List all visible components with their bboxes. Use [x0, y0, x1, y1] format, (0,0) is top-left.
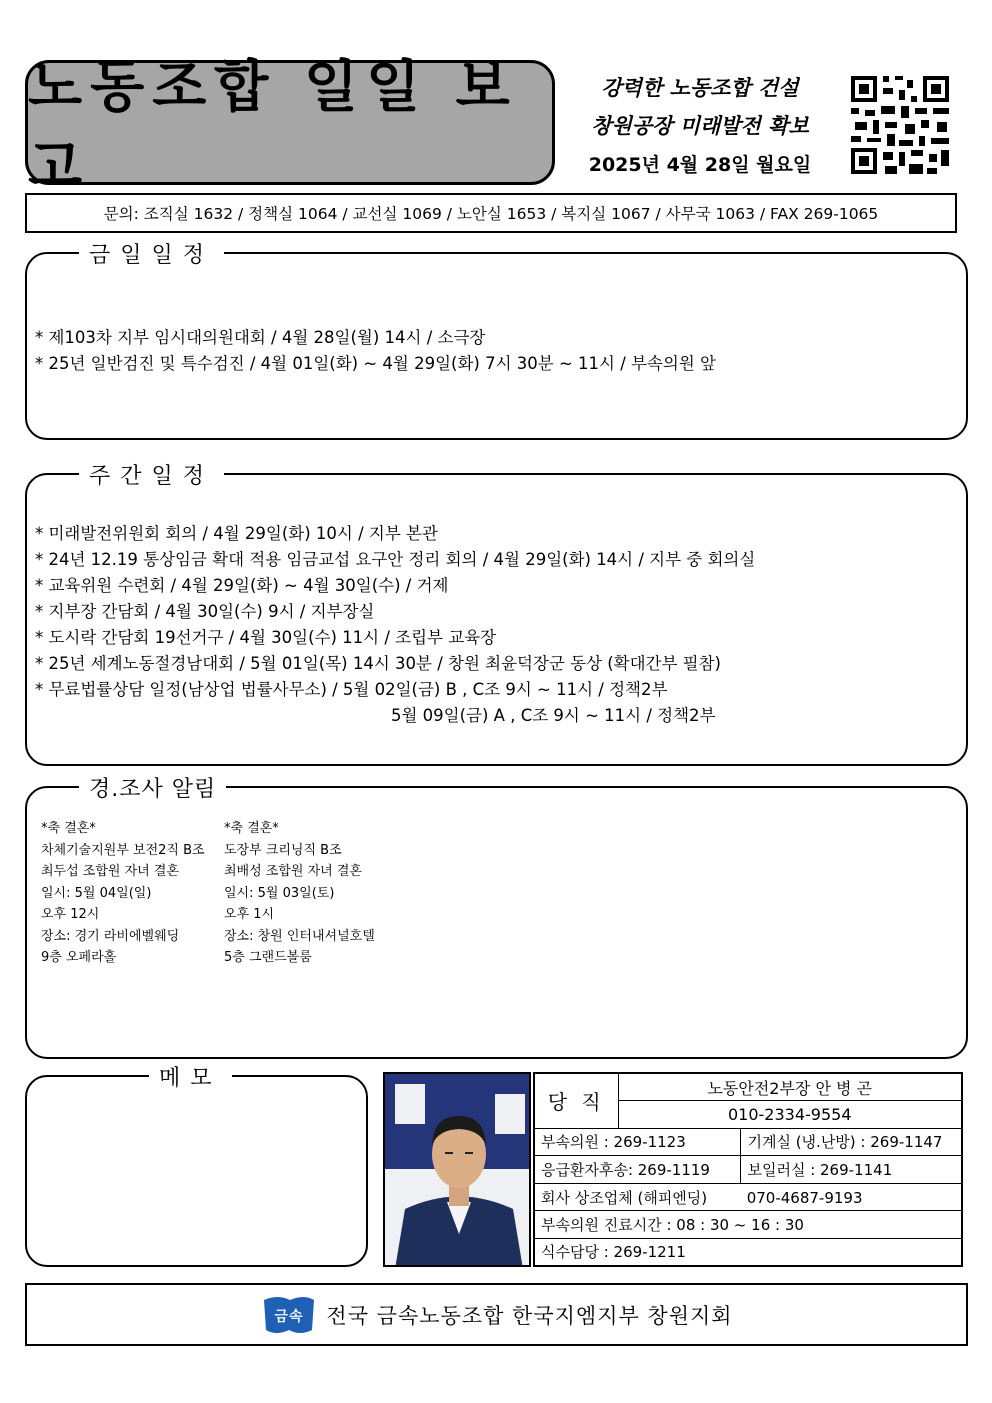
event-text: 장소: 경기 라비에벨웨딩: [41, 928, 180, 944]
event-text: 일시: 5월 04일(일): [41, 885, 152, 901]
clinic-phone: 부속의원 : 269-1123: [534, 1128, 741, 1156]
duty-label: 당 직: [534, 1073, 618, 1128]
event-notice-2: [224, 818, 375, 969]
duty-officer-photo: [383, 1072, 531, 1267]
svg-text:금속: 금속: [274, 1308, 304, 1325]
memo-panel: [25, 1066, 368, 1267]
event-text: 장소: 창원 인터내셔널호텔: [224, 928, 375, 944]
event-text: 최두섭 조합원 자녀 결혼: [41, 864, 179, 879]
today-item: * 25년 일반검진 및 특수검진 / 4월 01일(화) ~ 4월 29일(화) 7시 30분 ~ 11시 / 부속의원 앞: [35, 354, 716, 373]
event-notice-1: [41, 818, 205, 969]
funeral-label: 회사 상조업체 (해피엔딩): [541, 1188, 708, 1207]
clinic-hours: 부속의원 진료시간 : 08 : 30 ~ 16 : 30: [534, 1211, 962, 1239]
meals-contact: 식수담당 : 269-1211: [534, 1238, 962, 1266]
contact-bar: [25, 193, 957, 233]
weekly-item: * 교육위원 수련회 / 4월 29일(화) ~ 4월 30일(수) / 거제: [35, 576, 449, 595]
machine-room-phone: 기계실 (냉.난방) : 269-1147: [741, 1128, 962, 1156]
event-text: 오후 12시: [41, 907, 100, 922]
weekly-schedule-title: 주간일정: [79, 459, 224, 490]
event-text: 5층 그랜드볼룸: [224, 950, 312, 965]
org-name: 전국 금속노동조합 한국지엠지부 창원지회: [326, 1303, 733, 1328]
funeral-phone: 070-4687-9193: [746, 1188, 863, 1207]
report-date: 2025년 4월 28일 월요일: [588, 154, 812, 176]
page-title: 노동조합 일일 보고: [28, 54, 518, 200]
weekly-item: 5월 09일(금) A , C조 9시 ~ 11시 / 정책2부: [391, 706, 716, 725]
today-schedule-panel: [25, 243, 968, 440]
emergency-phone: 응급환자후송: 269-1119: [534, 1156, 741, 1184]
duty-officer-name: 노동안전2부장 안 병 곤: [618, 1073, 962, 1101]
funeral-service: [534, 1183, 962, 1211]
weekly-item: * 무료법률상담 일정(남상업 법률사무소) / 5월 02일(금) B , C조 9시 ~ 11시 / 정책2부: [35, 680, 668, 699]
event-text: 최배성 조합원 자녀 결혼: [224, 864, 362, 879]
footer: [25, 1283, 968, 1346]
weekly-item: * 미래발전위원회 회의 / 4월 29일(화) 10시 / 지부 본관: [35, 524, 438, 543]
weekly-item: * 24년 12.19 통상임금 확대 적용 임금교섭 요구안 정리 회의 / 4월 29일(화) 14시 / 지부 중 회의실: [35, 550, 756, 569]
slogan-line-1: 강력한 노동조합 건설: [601, 76, 799, 100]
weekly-item: * 도시락 간담회 19선거구 / 4월 30일(수) 11시 / 조립부 교육장: [35, 628, 497, 647]
slogan-line-2: 창원공장 미래발전 확보: [591, 114, 809, 138]
union-logo-icon: [260, 1292, 318, 1338]
event-text: 오후 1시: [224, 907, 275, 922]
event-text: *축 결혼*: [224, 821, 279, 836]
today-item: * 제103차 지부 임시대의원대회 / 4월 28일(월) 14시 / 소극장: [35, 328, 486, 347]
event-text: 차체기술지원부 보전2직 B조: [41, 842, 205, 858]
boiler-room-phone: 보일러실 : 269-1141: [741, 1156, 962, 1184]
event-text: 도장부 크리닝직 B조: [224, 842, 342, 858]
weekly-item: * 25년 세계노동절경남대회 / 5월 01일(목) 14시 30분 / 창원 최윤덕장군 동상 (확대간부 필참): [35, 654, 721, 673]
contact-line: 문의: 조직실 1632 / 정책실 1064 / 교선실 1069 / 노안실 1653 / 복지실 1067 / 사무국 1063 / FAX 269-1065: [103, 205, 879, 223]
qr-code-icon: [845, 70, 955, 180]
event-text: *축 결혼*: [41, 821, 96, 836]
events-panel: [25, 777, 968, 1059]
weekly-schedule-panel: [25, 464, 968, 766]
memo-title: 메모: [149, 1061, 232, 1092]
duty-table: [533, 1072, 963, 1267]
duty-phone: 010-2334-9554: [618, 1101, 962, 1129]
title-box: [25, 54, 555, 200]
event-text: 9층 오페라홀: [41, 950, 117, 965]
today-schedule-title: 금일일정: [79, 238, 224, 269]
weekly-item: * 지부장 간담회 / 4월 30일(수) 9시 / 지부장실: [35, 602, 375, 621]
events-title: 경.조사 알림: [79, 772, 226, 803]
event-text: 일시: 5월 03일(토): [224, 885, 335, 901]
